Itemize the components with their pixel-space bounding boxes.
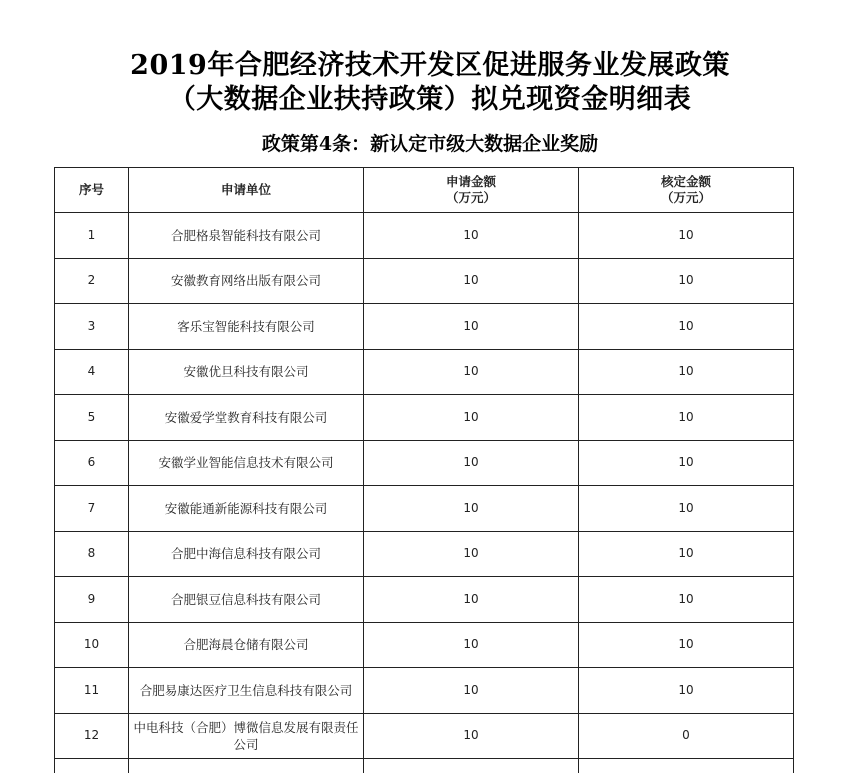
header-approved-unit: （万元） xyxy=(660,190,711,205)
table-row xyxy=(55,622,794,668)
header-applied-unit: （万元） xyxy=(445,190,496,205)
cell-unit: 合肥格泉智能科技有限公司 xyxy=(129,213,364,259)
cell-applied: 10 xyxy=(364,668,579,714)
cell-index: 9 xyxy=(55,577,129,623)
cell-index: 7 xyxy=(55,486,129,532)
cell-unit: 安徽优旦科技有限公司 xyxy=(129,349,364,395)
cell-unit: 合肥易康达医疗卫生信息科技有限公司 xyxy=(129,668,364,714)
table-row xyxy=(55,304,794,350)
cell-approved: 10 xyxy=(579,395,794,441)
header-applied-amount xyxy=(364,168,579,213)
cell-unit: 客乐宝智能科技有限公司 xyxy=(129,304,364,350)
cell-unit: 合肥海晨仓储有限公司 xyxy=(129,622,364,668)
cell-approved: 10 xyxy=(579,486,794,532)
cell-index: 12 xyxy=(55,713,129,759)
cell-unit: 合肥银豆信息科技有限公司 xyxy=(129,577,364,623)
table-row xyxy=(55,349,794,395)
table-row xyxy=(55,486,794,532)
table-row xyxy=(55,213,794,259)
cell-index: 8 xyxy=(55,531,129,577)
cell-applied: 10 xyxy=(364,486,579,532)
cell-empty xyxy=(579,759,794,773)
table-row xyxy=(55,395,794,441)
cell-approved: 0 xyxy=(579,713,794,759)
header-approved-amount xyxy=(579,168,794,213)
document-title-line-1: 2019年合肥经济技术开发区促进服务业发展政策 xyxy=(130,50,730,81)
cell-approved: 10 xyxy=(579,622,794,668)
table-row xyxy=(55,258,794,304)
cell-unit: 安徽教育网络出版有限公司 xyxy=(129,258,364,304)
cell-applied: 10 xyxy=(364,440,579,486)
cell-approved: 10 xyxy=(579,258,794,304)
cell-index: 6 xyxy=(55,440,129,486)
document-title-line-2: （大数据企业扶持政策）拟兑现资金明细表 xyxy=(168,84,692,115)
cell-approved: 10 xyxy=(579,531,794,577)
cell-index: 2 xyxy=(55,258,129,304)
header-approved-label: 核定金额 xyxy=(660,174,711,189)
cell-index: 1 xyxy=(55,213,129,259)
cell-unit: 中电科技（合肥）博微信息发展有限责任公司 xyxy=(129,713,364,759)
cell-applied: 10 xyxy=(364,258,579,304)
cell-approved: 10 xyxy=(579,213,794,259)
cell-index: 11 xyxy=(55,668,129,714)
policy-subtitle: 政策第4条：新认定市级大数据企业奖励 xyxy=(261,133,599,155)
cell-applied: 10 xyxy=(364,213,579,259)
cell-applied: 10 xyxy=(364,713,579,759)
table-row xyxy=(55,713,794,759)
cell-unit: 合肥中海信息科技有限公司 xyxy=(129,531,364,577)
cell-applied: 10 xyxy=(364,622,579,668)
header-applied-label: 申请金额 xyxy=(445,174,496,189)
cell-unit: 安徽爱学堂教育科技有限公司 xyxy=(129,395,364,441)
table-row xyxy=(55,668,794,714)
table-row xyxy=(55,531,794,577)
header-unit xyxy=(129,168,364,213)
cell-approved: 10 xyxy=(579,668,794,714)
table-row xyxy=(55,440,794,486)
cell-applied: 10 xyxy=(364,304,579,350)
table-row xyxy=(55,577,794,623)
cell-index: 3 xyxy=(55,304,129,350)
cell-applied: 10 xyxy=(364,531,579,577)
header-index xyxy=(55,168,129,213)
cell-index: 5 xyxy=(55,395,129,441)
cell-empty xyxy=(364,759,579,773)
cell-approved: 10 xyxy=(579,349,794,395)
cell-index: 10 xyxy=(55,622,129,668)
header-unit-label: 申请单位 xyxy=(220,182,271,197)
header-index-label: 序号 xyxy=(78,182,104,197)
cell-approved: 10 xyxy=(579,577,794,623)
table-header-row xyxy=(55,168,794,213)
cell-unit: 安徽学业智能信息技术有限公司 xyxy=(129,440,364,486)
cell-applied: 10 xyxy=(364,349,579,395)
cell-approved: 10 xyxy=(579,440,794,486)
table-row-cutoff xyxy=(55,759,794,773)
cell-empty xyxy=(129,759,364,773)
cell-index: 4 xyxy=(55,349,129,395)
cell-applied: 10 xyxy=(364,577,579,623)
cell-applied: 10 xyxy=(364,395,579,441)
cell-approved: 10 xyxy=(579,304,794,350)
subsidy-detail-table xyxy=(54,167,794,773)
cell-empty xyxy=(55,759,129,773)
cell-unit: 安徽能通新能源科技有限公司 xyxy=(129,486,364,532)
